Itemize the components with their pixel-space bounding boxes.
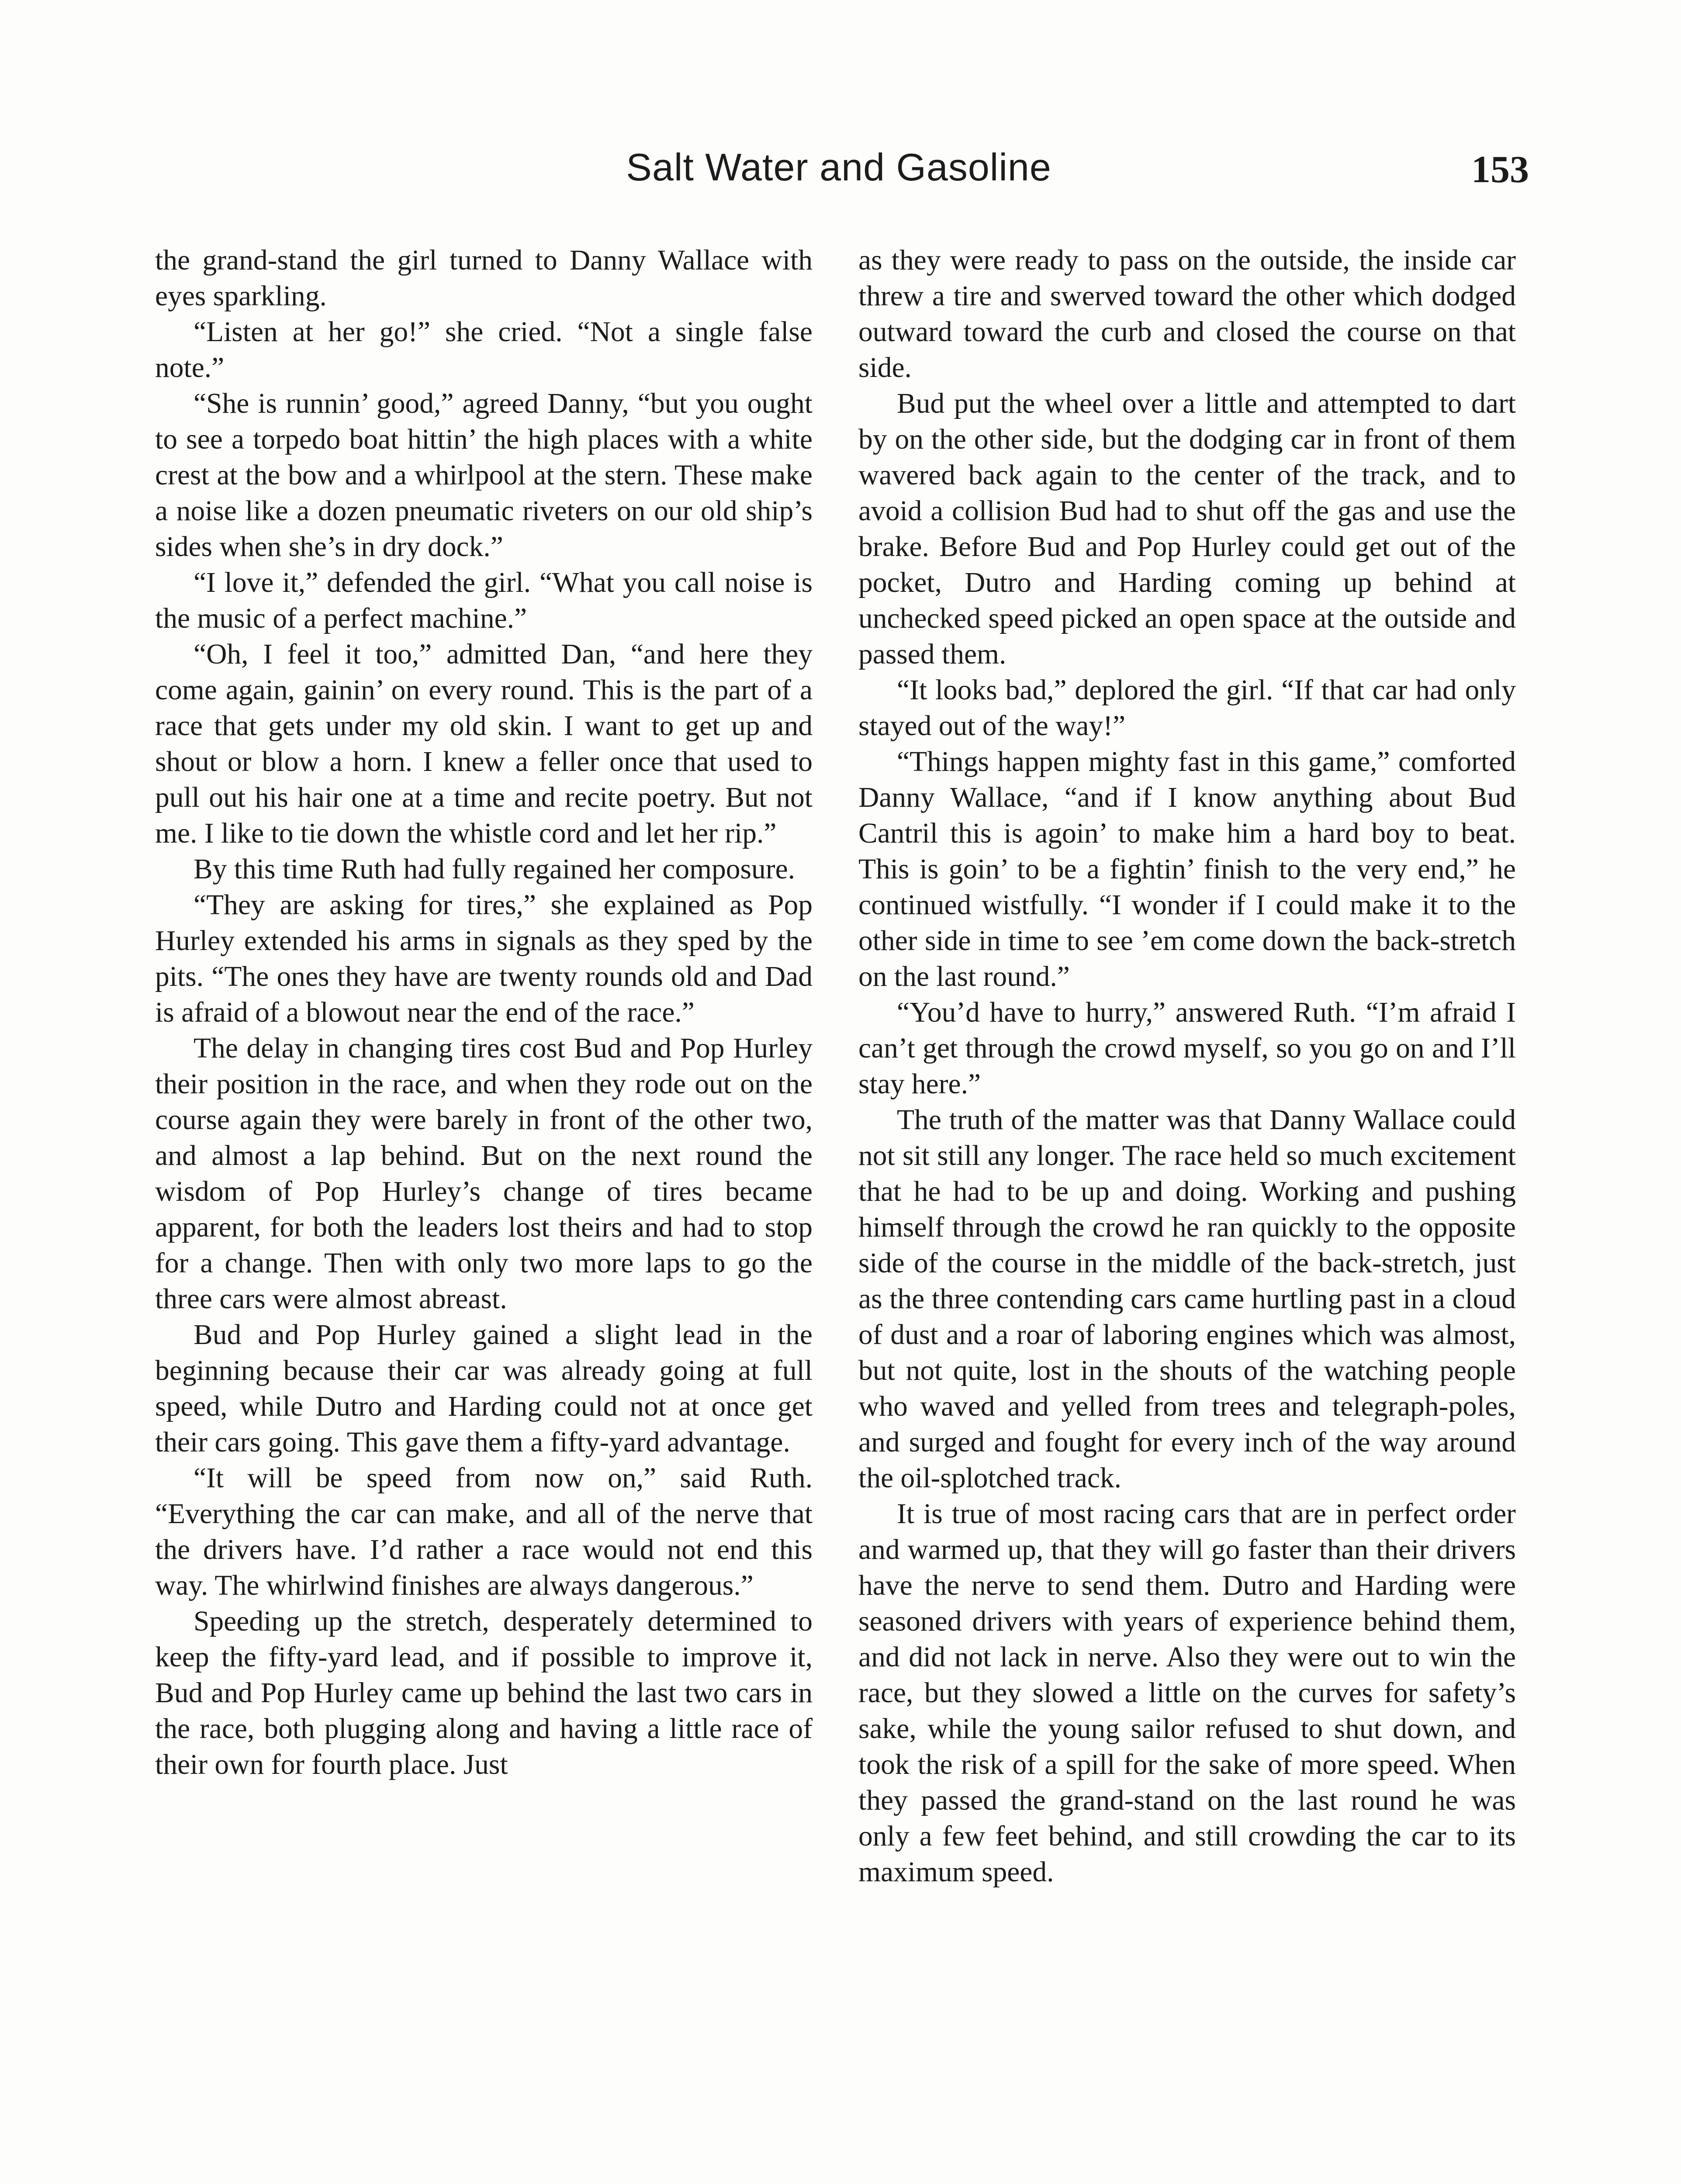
- left-column: [155, 242, 813, 2184]
- paragraph: “It will be speed from now on,” said Ruth. “Everything the car can make, and all of the nerve that the drivers have. I’d rather a race would not end this way. The whirlwind finishes are always dangerous.”: [155, 1462, 813, 1601]
- running-head: [149, 144, 1529, 205]
- paragraph: “Listen at her go!” she cried. “Not a single false note.”: [155, 316, 813, 384]
- paragraph: the grand-stand the girl turned to Danny Wallace with eyes sparkling.: [155, 245, 813, 312]
- paragraph: Bud and Pop Hurley gained a slight lead in the beginning because their car was already going at full speed, while Dutro and Harding could not at once get their cars going. This gave them a fifty-yard advantage.: [155, 1319, 813, 1458]
- paragraph: “Oh, I feel it too,” admitted Dan, “and here they come again, gainin’ on every round. This is the part of a race that gets under my old skin. I want to get up and shout or blow a horn. I knew a feller once that used to pull out his hair one at a time and recite poetry. But not me. I like to tie down the whistle cord and let her rip.”: [155, 639, 813, 849]
- paragraph: “She is runnin’ good,” agreed Danny, “but you ought to see a torpedo boat hittin’ the high places with a white crest at the bow and a whirlpool at the stern. These make a noise like a dozen pneumatic riveters on our old ship’s sides when she’s in dry dock.”: [155, 388, 813, 563]
- paragraph: “They are asking for tires,” she explained as Pop Hurley extended his arms in signals as they sped by the pits. “The ones they have are twenty rounds old and Dad is afraid of a blowout near the end of the race.”: [155, 889, 813, 1028]
- paragraph: By this time Ruth had fully regained her composure.: [194, 854, 796, 885]
- paragraph: It is true of most racing cars that are in perfect order and warmed up, that they will go faster than their drivers have the nerve to send them. Dutro and Harding were seasoned drivers with years of experience behind them, and did not lack in nerve. Also they were out to win the race, but they slowed a little on the curves for safety’s sake, while the young sailor refused to shut down, and took the risk of a spill for the sake of more speed. When they passed the grand-stand on the last round he was only a few feet behind, and still crowding the car to its maximum speed.: [858, 1498, 1516, 1888]
- paragraph: Bud put the wheel over a little and attempted to dart by on the other side, but the dodging car in front of them wavered back again to the center of the track, and to avoid a collision Bud had to shut off the gas and use the brake. Before Bud and Pop Hurley could get out of the pocket, Dutro and Harding coming up behind at unchecked speed picked an open space at the outside and passed them.: [858, 388, 1516, 670]
- running-title: Salt Water and Gasoline: [626, 145, 1051, 189]
- paragraph: “I love it,” defended the girl. “What you call noise is the music of a perfect machine.”: [155, 567, 813, 634]
- right-column: [858, 242, 1516, 2184]
- paragraph: “You’d have to hurry,” answered Ruth. “I’m afraid I can’t get through the crowd myself, so you go on and I’ll stay here.”: [858, 997, 1516, 1100]
- paragraph: “It looks bad,” deplored the girl. “If that car had only stayed out of the way!”: [858, 674, 1516, 742]
- page-number: 153: [1471, 149, 1529, 191]
- paragraph: as they were ready to pass on the outside, the inside car threw a tire and swerved toward the other which dodged outward toward the curb and closed the course on that side.: [858, 245, 1516, 384]
- paragraph: The delay in changing tires cost Bud and Pop Hurley their position in the race, and when they rode out on the course again they were barely in front of the other two, and almost a lap behind. But on the next round the wisdom of Pop Hurley’s change of tires became apparent, for both the leaders lost theirs and had to stop for a change. Then with only two more laps to go the three cars were almost abreast.: [155, 1033, 813, 1315]
- paragraph: The truth of the matter was that Danny Wallace could not sit still any longer. The race held so much excitement that he had to be up and doing. Working and pushing himself through the crowd he ran quickly to the opposite side of the course in the middle of the back-stretch, just as the three contending cars came hurtling past in a cloud of dust and a roar of laboring engines which was almost, but not quite, lost in the shouts of the watching people who waved and yelled from trees and telegraph-poles, and surged and fought for every inch of the way around the oil-splotched track.: [858, 1104, 1516, 1494]
- paragraph: Speeding up the stretch, desperately determined to keep the fifty-yard lead, and if possible to improve it, Bud and Pop Hurley came up behind the last two cars in the race, both plugging along and having a little race of their own for fourth place. Just: [155, 1606, 813, 1780]
- paragraph: “Things happen mighty fast in this game,” comforted Danny Wallace, “and if I know anything about Bud Cantril this is agoin’ to make him a hard boy to beat. This is goin’ to be a fightin’ finish to the very end,” he continued wistfully. “I wonder if I could make it to the other side in time to see ’em come down the back-stretch on the last round.”: [858, 746, 1516, 992]
